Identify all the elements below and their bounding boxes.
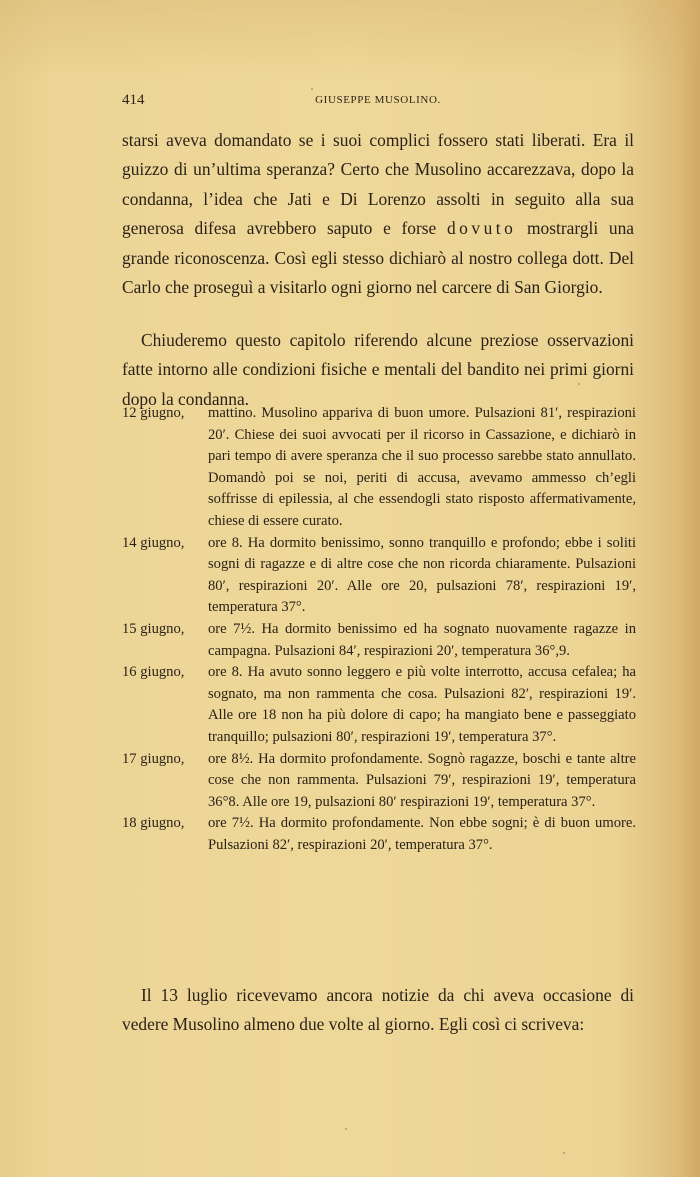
entry-date: 17 giugno,	[122, 750, 185, 767]
paper-speck	[345, 1128, 347, 1130]
page-edge-shading	[0, 0, 700, 80]
page-number: 414	[122, 92, 145, 108]
paragraph-1-part-b: mostrargli una grande riconoscenza. Così egli stesso dichiarò al nostro collega dott. Del Carlo che proseguì a visitarlo ogni giorno nel carcere di San Giorgio.	[122, 218, 634, 298]
paragraph-1-part-a: starsi aveva domandato se i suoi complici fossero stati liberati. Era il guizzo di un’ultima speranza? Certo che Musolino accarezzava, dopo la condanna, l’idea che Jati e Di Lorenzo assolti in seguito alla sua generosa difesa avrebbero saputo e forse	[122, 130, 634, 239]
entry-text: ore 8. Ha dormito benissimo, sonno tranquillo e profondo; ebbe i soliti sogni di ragazze e di altre cose che non ricorda chiaramente. Pulsazioni 80′, respirazioni 20′. Alle ore 20, pulsazioni 78′, respirazioni 19′, temperatura 37°.	[208, 534, 636, 616]
entry-text: mattino. Musolino appariva di buon umore. Pulsazioni 81′, respirazioni 20′. Chiese dei suoi avvocati per il ricorso in Cassazione, e dichiarò in pari tempo di avere speranza che il suo processo sarebbe stato annullato. Domandò poi se noi, periti di accusa, avevamo ammesso ch’egli soffrisse di epilessia, al che essendogli stato risposto affermativamente, chiese di essere curato.	[208, 405, 636, 529]
entry-date: 14 giugno,	[122, 534, 185, 551]
running-title: GIUSEPPE MUSOLINO.	[315, 94, 441, 106]
entry-text: ore 7½. Ha dormito profondamente. Non ebbe sogni; è di buon umore. Pulsazioni 82′, respirazioni 20′, temperatura 37°.	[208, 815, 636, 853]
paper-speck	[563, 1152, 565, 1154]
entry-text: ore 8. Ha avuto sonno leggero e più volte interrotto, accusa cefalea; ha sognato, ma non rammenta che cosa. Pulsazioni 82′, respirazioni 19′. Alle ore 18 non ha più dolore di capo; ha mangiato bene e passeggiato tranquillo; pulsazioni 80′, respirazioni 19′, temperatura 37°.	[208, 664, 636, 745]
entry-date: 15 giugno,	[122, 620, 185, 637]
entry-date: 16 giugno,	[122, 664, 185, 681]
paragraph-2	[122, 326, 634, 414]
journal-entry	[122, 619, 636, 662]
journal-entry	[122, 662, 636, 748]
journal-entry	[122, 533, 636, 619]
clinical-journal	[122, 403, 636, 856]
paragraph-3-text: Il 13 luglio ricevevamo ancora notizie da chi aveva occasione di vedere Musolino almeno due volte al giorno. Egli così ci scriveva:	[122, 985, 634, 1035]
entry-date: 12 giugno,	[122, 405, 185, 421]
paragraph-1-text	[122, 126, 634, 302]
entry-date: 18 giugno,	[122, 815, 185, 832]
paragraph-3	[122, 981, 634, 1040]
journal-entry	[122, 813, 636, 856]
paragraph-1	[122, 126, 634, 302]
journal-entry	[122, 403, 636, 533]
paper-speck	[578, 383, 580, 385]
entry-text: ore 7½. Ha dormito benissimo ed ha sognato nuovamente ragazze in campagna. Pulsazioni 84′, respirazioni 20′, temperatura 36°,9.	[208, 620, 636, 659]
running-head	[122, 92, 634, 112]
journal-entry	[122, 749, 636, 814]
paragraph-2-text: Chiuderemo questo capitolo riferendo alcune preziose osservazioni fatte intorno alle condizioni fisiche e mentali del bandito nei primi giorni dopo la condanna.	[122, 330, 634, 409]
entry-text: ore 8½. Ha dormito profondamente. Sognò ragazze, boschi e tante altre cose che non rammenta. Pulsazioni 79′, respirazioni 19′, temperatura 36°8. Alle ore 19, pulsazioni 80′ respirazioni 19′, temperatura 37°.	[208, 750, 636, 810]
emphasized-word: dovuto	[446, 218, 517, 239]
paper-speck	[311, 88, 313, 90]
